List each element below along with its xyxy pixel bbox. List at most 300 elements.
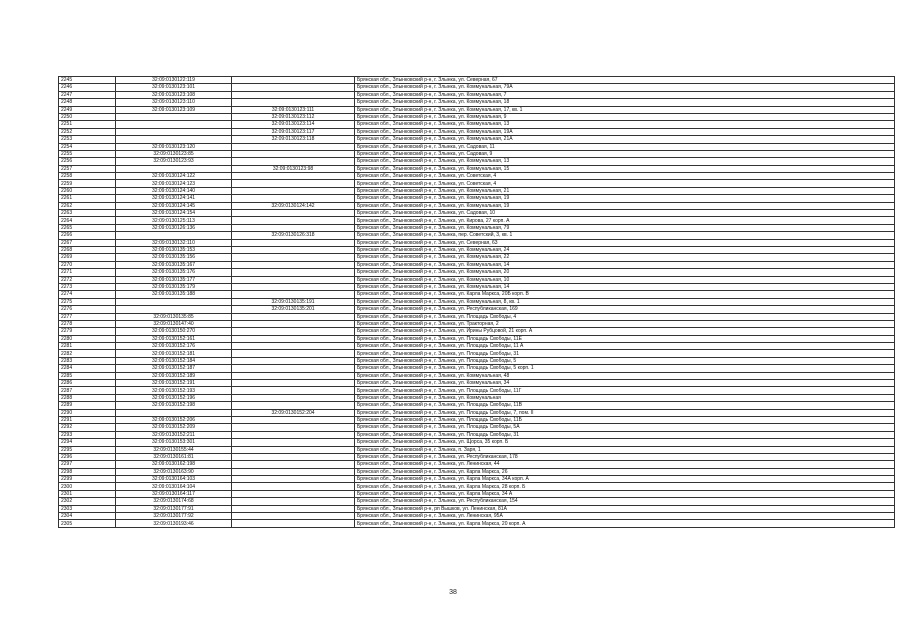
address-cell: Брянская обл., Злынковский р-н, г. Злынка, ул. Северная, 67 (355, 77, 895, 84)
cadastral-number-cell: 32:09:0130174:68 (116, 498, 232, 505)
row-number-cell: 2250 (59, 113, 116, 120)
cadastral-number-cell: 32:09:0130135:85 (116, 313, 232, 320)
row-number-cell: 2283 (59, 357, 116, 364)
address-cell: Брянская обл., Злынковский р-н, г. Злынка, ул. Площадь Свободы, 31 (355, 350, 895, 357)
related-number-cell (232, 483, 355, 490)
table-row (59, 165, 895, 172)
table-row (59, 431, 895, 438)
related-number-cell (232, 291, 355, 298)
related-number-cell (232, 476, 355, 483)
table-row (59, 84, 895, 91)
table-row (59, 254, 895, 261)
cadastral-number-cell: 32:09:0130162:198 (116, 461, 232, 468)
address-cell: Брянская обл., Злынковский р-н, г. Злынка, ул. Щорса, 35 корп. Б (355, 439, 895, 446)
address-cell: Брянская обл., Злынковский р-н, г. Злынка, ул. Карла Маркса, 20 корп. А (355, 520, 895, 527)
table-row (59, 343, 895, 350)
table-row (59, 513, 895, 520)
row-number-cell: 2281 (59, 343, 116, 350)
cadastral-number-cell (116, 121, 232, 128)
table-row (59, 313, 895, 320)
related-number-cell (232, 313, 355, 320)
cadastral-number-cell: 32:09:0130135:188 (116, 291, 232, 298)
row-number-cell: 2267 (59, 239, 116, 246)
related-number-cell (232, 424, 355, 431)
row-number-cell: 2266 (59, 232, 116, 239)
row-number-cell: 2291 (59, 416, 116, 423)
row-number-cell: 2270 (59, 261, 116, 268)
cadastral-number-cell (116, 136, 232, 143)
row-number-cell: 2293 (59, 431, 116, 438)
related-number-cell (232, 439, 355, 446)
cadastral-number-cell: 32:09:0130123:109 (116, 106, 232, 113)
table-row (59, 357, 895, 364)
address-cell: Брянская обл., Злынковский р-н, г. Злынка, ул. Коммунальная, 13 (355, 121, 895, 128)
row-number-cell: 2258 (59, 173, 116, 180)
address-cell: Брянская обл., Злынковский р-н, г. Злынка, ул. Кирова, 27 корп. А (355, 217, 895, 224)
row-number-cell: 2264 (59, 217, 116, 224)
row-number-cell: 2260 (59, 187, 116, 194)
address-cell: Брянская обл., Злынковский р-н, г. Злынка, ул. Площадь Свободы, 7, пом. II (355, 409, 895, 416)
row-number-cell: 2252 (59, 128, 116, 135)
related-number-cell (232, 91, 355, 98)
address-cell: Брянская обл., Злынковский р-н, г. Злынка, ул. Коммунальная, 79 (355, 224, 895, 231)
related-number-cell (232, 468, 355, 475)
row-number-cell: 2255 (59, 150, 116, 157)
table-row (59, 210, 895, 217)
cadastral-number-cell: 32:09:0130152:187 (116, 365, 232, 372)
row-number-cell: 2253 (59, 136, 116, 143)
table-row (59, 335, 895, 342)
table-row (59, 128, 895, 135)
related-number-cell: 32:09:0130135:201 (232, 306, 355, 313)
related-number-cell (232, 498, 355, 505)
table-row (59, 461, 895, 468)
address-cell: Брянская обл., Злынковский р-н, рп Вышков, ул. Ленинская, 81А (355, 505, 895, 512)
related-number-cell (232, 343, 355, 350)
table-row (59, 136, 895, 143)
row-number-cell: 2247 (59, 91, 116, 98)
row-number-cell: 2304 (59, 513, 116, 520)
address-cell: Брянская обл., Злынковский р-н, г. Злынка, ул. Коммунальная, 7 (355, 91, 895, 98)
table-row (59, 246, 895, 253)
related-number-cell (232, 276, 355, 283)
cadastral-number-cell (116, 128, 232, 135)
address-cell: Брянская обл., Злынковский р-н, г. Злынка, ул. Коммунальная, 19А (355, 128, 895, 135)
cadastral-number-cell: 32:09:0130124:123 (116, 180, 232, 187)
row-number-cell: 2245 (59, 77, 116, 84)
address-cell: Брянская обл., Злынковский р-н, г. Злынка, ул. Республиканская, 178 (355, 453, 895, 460)
table-row (59, 150, 895, 157)
table-row (59, 143, 895, 150)
table-row (59, 261, 895, 268)
table-row (59, 394, 895, 401)
table-row (59, 202, 895, 209)
table-row (59, 91, 895, 98)
table-row (59, 380, 895, 387)
cadastral-number-cell: 32:09:0130135:179 (116, 283, 232, 290)
related-number-cell (232, 513, 355, 520)
cadastral-number-cell: 32:09:0130122:119 (116, 77, 232, 84)
cadastral-number-cell: 32:09:0130135:156 (116, 254, 232, 261)
related-number-cell: 32:09:0130123:112 (232, 113, 355, 120)
row-number-cell: 2274 (59, 291, 116, 298)
address-cell: Брянская обл., Злынковский р-н, г. Злынка, ул. Площадь Свободы, 5 корп. 1 (355, 365, 895, 372)
row-number-cell: 2286 (59, 380, 116, 387)
cadastral-number-cell (116, 165, 232, 172)
table-row (59, 232, 895, 239)
table-row (59, 99, 895, 106)
row-number-cell: 2246 (59, 84, 116, 91)
address-cell: Брянская обл., Злынковский р-н, г. Злынка, ул. Коммунальная, 13 (355, 158, 895, 165)
address-cell: Брянская обл., Злынковский р-н, г. Злынка, ул. Площадь Свободы, 5А (355, 424, 895, 431)
related-number-cell (232, 84, 355, 91)
row-number-cell: 2263 (59, 210, 116, 217)
address-cell: Брянская обл., Злынковский р-н, г. Злынка, ул. Коммунальная, 17, кв. 1 (355, 106, 895, 113)
table-row (59, 113, 895, 120)
address-cell: Брянская обл., Злынковский р-н, г. Злынка, ул. Садовая, 9 (355, 150, 895, 157)
address-cell: Брянская обл., Злынковский р-н, г. Злынка, ул. Республиканская, 169 (355, 306, 895, 313)
cadastral-number-cell (116, 232, 232, 239)
related-number-cell (232, 372, 355, 379)
address-cell: Брянская обл., Злынковский р-н, г. Злынка, ул. Садовая, 11 (355, 143, 895, 150)
row-number-cell: 2294 (59, 439, 116, 446)
row-number-cell: 2299 (59, 476, 116, 483)
cadastral-number-cell: 32:09:0130152:198 (116, 402, 232, 409)
row-number-cell: 2280 (59, 335, 116, 342)
related-number-cell (232, 490, 355, 497)
related-number-cell (232, 150, 355, 157)
cadastral-number-cell: 32:09:0130152:193 (116, 387, 232, 394)
cadastral-number-cell: 32:09:0130135:177 (116, 276, 232, 283)
cadastral-number-cell: 32:09:0130193:46 (116, 520, 232, 527)
row-number-cell: 2284 (59, 365, 116, 372)
table-row (59, 187, 895, 194)
address-cell: Брянская обл., Злынковский р-н, г. Злынка, ул. Площадь Свободы, 11Б (355, 416, 895, 423)
cadastral-number-cell (116, 298, 232, 305)
related-number-cell (232, 99, 355, 106)
address-cell: Брянская обл., Злынковский р-н, г. Злынка, ул. Карла Маркса, 26 (355, 468, 895, 475)
table-row (59, 483, 895, 490)
row-number-cell: 2277 (59, 313, 116, 320)
cadastral-number-cell: 32:09:0130123:108 (116, 91, 232, 98)
address-cell: Брянская обл., Злынковский р-н, г. Злынка, ул. Коммунальная (355, 394, 895, 401)
related-number-cell (232, 431, 355, 438)
row-number-cell: 2301 (59, 490, 116, 497)
row-number-cell: 2275 (59, 298, 116, 305)
row-number-cell: 2305 (59, 520, 116, 527)
address-cell: Брянская обл., Злынковский р-н, г. Злынка, ул. Площадь Свободы, 5 (355, 357, 895, 364)
table-row (59, 416, 895, 423)
table-row (59, 158, 895, 165)
cadastral-number-cell: 32:09:0130124:122 (116, 173, 232, 180)
address-cell: Брянская обл., Злынковский р-н, г. Злынка, ул. Площадь Свободы, 31 (355, 431, 895, 438)
cadastral-number-cell: 32:09:0130152:191 (116, 380, 232, 387)
table-row (59, 490, 895, 497)
related-number-cell (232, 269, 355, 276)
address-cell: Брянская обл., Злынковский р-н, г. Злынка, ул. Карла Маркса, 34 А (355, 490, 895, 497)
table-row (59, 498, 895, 505)
address-cell: Брянская обл., Злынковский р-н, г. Злынка, ул. Коммунальная, 14 (355, 283, 895, 290)
cadastral-number-cell: 32:09:0130150:270 (116, 328, 232, 335)
table-row (59, 476, 895, 483)
row-number-cell: 2303 (59, 505, 116, 512)
address-cell: Брянская обл., Злынковский р-н, г. Злынка, ул. Коммунальная, 21А (355, 136, 895, 143)
row-number-cell: 2297 (59, 461, 116, 468)
cadastral-number-cell: 32:09:0130152:196 (116, 394, 232, 401)
row-number-cell: 2300 (59, 483, 116, 490)
cadastral-number-cell: 32:09:0130177:91 (116, 505, 232, 512)
related-number-cell (232, 180, 355, 187)
related-number-cell (232, 446, 355, 453)
table-row (59, 453, 895, 460)
row-number-cell: 2295 (59, 446, 116, 453)
address-cell: Брянская обл., Злынковский р-н, г. Злынка, пер. Советский, 3, кв. 1 (355, 232, 895, 239)
related-number-cell (232, 357, 355, 364)
related-number-cell (232, 224, 355, 231)
row-number-cell: 2282 (59, 350, 116, 357)
related-number-cell (232, 320, 355, 327)
table-row (59, 269, 895, 276)
cadastral-number-cell: 32:09:0130152:211 (116, 431, 232, 438)
row-number-cell: 2285 (59, 372, 116, 379)
address-cell: Брянская обл., Злынковский р-н, г. Злынка, ул. Коммунальная, 19 (355, 195, 895, 202)
cadastral-number-cell: 32:09:0130164:117 (116, 490, 232, 497)
related-number-cell (232, 461, 355, 468)
related-number-cell (232, 335, 355, 342)
table-row (59, 328, 895, 335)
address-cell: Брянская обл., Злынковский р-н, г. Злынка, ул. Площадь Свободы, 11В (355, 402, 895, 409)
address-cell: Брянская обл., Злынковский р-н, г. Злынка, ул. Ленинская, 95А (355, 513, 895, 520)
table-row (59, 173, 895, 180)
address-cell: Брянская обл., Злынковский р-н, г. Злынка, ул. Карла Маркса, 20Б корп. В (355, 291, 895, 298)
address-cell: Брянская обл., Злынковский р-н, г. Злынка, ул. Карла Маркса, 28 корп. Б (355, 483, 895, 490)
cadastral-number-cell: 32:09:0130152:161 (116, 335, 232, 342)
related-number-cell (232, 328, 355, 335)
cadastral-number-cell: 32:09:0130152:184 (116, 357, 232, 364)
address-cell: Брянская обл., Злынковский р-н, г. Злынка, ул. Тракторная, 2 (355, 320, 895, 327)
related-number-cell (232, 143, 355, 150)
cadastral-number-cell: 32:09:0130135:153 (116, 246, 232, 253)
address-cell: Брянская обл., Злынковский р-н, г. Злынка, ул. Коммунальная, 24 (355, 246, 895, 253)
cadastral-number-cell: 32:09:0130152:206 (116, 416, 232, 423)
related-number-cell (232, 402, 355, 409)
related-number-cell (232, 453, 355, 460)
address-cell: Брянская обл., Злынковский р-н, г. Злынка, ул. Коммунальная, 22 (355, 254, 895, 261)
address-cell: Брянская обл., Злынковский р-н, г. Злынка, ул. Коммунальная, 48 (355, 372, 895, 379)
cadastral-number-cell: 32:09:0130152:189 (116, 372, 232, 379)
address-cell: Брянская обл., Злынковский р-н, г. Злынка, ул. Республиканская, 154 (355, 498, 895, 505)
row-number-cell: 2261 (59, 195, 116, 202)
cadastral-number-cell: 32:09:0130125:113 (116, 217, 232, 224)
related-number-cell (232, 173, 355, 180)
row-number-cell: 2268 (59, 246, 116, 253)
row-number-cell: 2287 (59, 387, 116, 394)
table-row (59, 350, 895, 357)
related-number-cell: 32:09:0130123:114 (232, 121, 355, 128)
cadastral-number-cell: 32:09:0130164:104 (116, 483, 232, 490)
row-number-cell: 2302 (59, 498, 116, 505)
cadastral-number-cell: 32:09:0130152:176 (116, 343, 232, 350)
related-number-cell (232, 246, 355, 253)
row-number-cell: 2298 (59, 468, 116, 475)
address-cell: Брянская обл., Злынковский р-н, г. Злынка, ул. Ирины Рубцовой, 21 корп. А (355, 328, 895, 335)
row-number-cell: 2254 (59, 143, 116, 150)
address-cell: Брянская обл., Злынковский р-н, г. Злынка, ул. Северная, 63 (355, 239, 895, 246)
cadastral-number-cell: 32:09:0130152:209 (116, 424, 232, 431)
cadastral-number-cell: 32:09:0130177:92 (116, 513, 232, 520)
related-number-cell (232, 387, 355, 394)
related-number-cell: 32:09:0130126:318 (232, 232, 355, 239)
table-row (59, 291, 895, 298)
table-row (59, 195, 895, 202)
cadastral-number-cell: 32:09:0130124:140 (116, 187, 232, 194)
address-cell: Брянская обл., Злынковский р-н, г. Злынка, ул. Советская, 4 (355, 180, 895, 187)
cadastral-number-cell: 32:09:0130153:301 (116, 439, 232, 446)
row-number-cell: 2256 (59, 158, 116, 165)
cadastral-number-cell: 32:09:0130163:90 (116, 468, 232, 475)
related-number-cell: 32:09:0130135:191 (232, 298, 355, 305)
related-number-cell (232, 210, 355, 217)
related-number-cell (232, 350, 355, 357)
address-cell: Брянская обл., Злынковский р-н, г. Злынка, ул. Садовая, 10 (355, 210, 895, 217)
table-row (59, 276, 895, 283)
address-cell: Брянская обл., Злынковский р-н, г. Злынка, ул. Коммунальная, 9 (355, 113, 895, 120)
related-number-cell (232, 217, 355, 224)
address-cell: Брянская обл., Злынковский р-н, г. Злынка, ул. Площадь Свободы, 4 (355, 313, 895, 320)
address-cell: Брянская обл., Злынковский р-н, г. Злынка, ул. Коммунальная, 34 (355, 380, 895, 387)
related-number-cell (232, 505, 355, 512)
cadastral-number-cell: 32:09:0130161:81 (116, 453, 232, 460)
table-row (59, 387, 895, 394)
address-cell: Брянская обл., Злынковский р-н, г. Злынка, ул. Площадь Свободы, 11 А (355, 343, 895, 350)
table-row (59, 424, 895, 431)
table-row (59, 283, 895, 290)
row-number-cell: 2288 (59, 394, 116, 401)
related-number-cell: 32:09:0130123:118 (232, 136, 355, 143)
table-row (59, 106, 895, 113)
address-cell: Брянская обл., Злынковский р-н, г. Злынка, ул. Коммунальная, 19 (355, 202, 895, 209)
table-row (59, 306, 895, 313)
table-row (59, 298, 895, 305)
related-number-cell (232, 520, 355, 527)
address-cell: Брянская обл., Злынковский р-н, г. Злынка, ул. Коммунальная, 21 (355, 187, 895, 194)
related-number-cell: 32:09:0130123:98 (232, 165, 355, 172)
table-row (59, 239, 895, 246)
cadastral-number-cell: 32:09:0130123:120 (116, 143, 232, 150)
cadastral-number-cell: 32:09:0130123:93 (116, 158, 232, 165)
cadastral-number-cell: 32:09:0130123:101 (116, 84, 232, 91)
related-number-cell: 32:09:0130124:142 (232, 202, 355, 209)
table-row (59, 180, 895, 187)
related-number-cell (232, 254, 355, 261)
cadastral-number-cell: 32:09:0130123:110 (116, 99, 232, 106)
address-cell: Брянская обл., Злынковский р-н, г. Злынка, ул. Коммунальная, 20 (355, 269, 895, 276)
row-number-cell: 2251 (59, 121, 116, 128)
related-number-cell (232, 239, 355, 246)
address-cell: Брянская обл., Злынковский р-н, г. Злынка, ул. Карла Маркса, 34А корп. А (355, 476, 895, 483)
row-number-cell: 2273 (59, 283, 116, 290)
row-number-cell: 2265 (59, 224, 116, 231)
address-cell: Брянская обл., Злынковский р-н, г. Злынка, ул. Площадь Свободы, 11Г (355, 387, 895, 394)
related-number-cell (232, 261, 355, 268)
address-cell: Брянская обл., Злынковский р-н, г. Злынка, п. Заря, 1 (355, 446, 895, 453)
table-row (59, 372, 895, 379)
table-row (59, 320, 895, 327)
row-number-cell: 2296 (59, 453, 116, 460)
cadastral-number-cell (116, 409, 232, 416)
cadastral-number-cell: 32:09:0130124:141 (116, 195, 232, 202)
table-row (59, 520, 895, 527)
related-number-cell (232, 187, 355, 194)
row-number-cell: 2249 (59, 106, 116, 113)
table-row (59, 409, 895, 416)
cadastral-number-cell (116, 113, 232, 120)
row-number-cell: 2248 (59, 99, 116, 106)
address-cell: Брянская обл., Злынковский р-н, г. Злынка, ул. Коммунальная, 79А (355, 84, 895, 91)
cadastral-number-cell (116, 306, 232, 313)
row-number-cell: 2257 (59, 165, 116, 172)
cadastral-number-cell: 32:09:0130147:40 (116, 320, 232, 327)
cadastral-number-cell: 32:09:0130123:85 (116, 150, 232, 157)
related-number-cell (232, 77, 355, 84)
related-number-cell (232, 158, 355, 165)
related-number-cell: 32:09:0130123:111 (232, 106, 355, 113)
table-row (59, 402, 895, 409)
cadastral-number-cell: 32:09:0130124:145 (116, 202, 232, 209)
table-row (59, 446, 895, 453)
table-row (59, 505, 895, 512)
address-cell: Брянская обл., Злынковский р-н, г. Злынка, ул. Коммунальная, 14 (355, 261, 895, 268)
cadastral-table (58, 76, 895, 528)
cadastral-number-cell: 32:09:0130126:136 (116, 224, 232, 231)
page-number: 38 (449, 589, 457, 596)
row-number-cell: 2262 (59, 202, 116, 209)
cadastral-number-cell: 32:09:0130155:44 (116, 446, 232, 453)
related-number-cell (232, 283, 355, 290)
row-number-cell: 2279 (59, 328, 116, 335)
address-cell: Брянская обл., Злынковский р-н, г. Злынка, ул. Коммунальная, 18 (355, 99, 895, 106)
table-row (59, 365, 895, 372)
address-cell: Брянская обл., Злынковский р-н, г. Злынка, ул. Коммунальная, 8, кв. 1 (355, 298, 895, 305)
row-number-cell: 2292 (59, 424, 116, 431)
cadastral-number-cell: 32:09:0130152:181 (116, 350, 232, 357)
table-row (59, 121, 895, 128)
row-number-cell: 2271 (59, 269, 116, 276)
address-cell: Брянская обл., Злынковский р-н, г. Злынка, ул. Коммунальная, 15 (355, 165, 895, 172)
related-number-cell: 32:09:0130152:204 (232, 409, 355, 416)
row-number-cell: 2259 (59, 180, 116, 187)
address-cell: Брянская обл., Злынковский р-н, г. Злынка, ул. Коммунальная, 10 (355, 276, 895, 283)
row-number-cell: 2278 (59, 320, 116, 327)
related-number-cell (232, 394, 355, 401)
table-body (59, 77, 895, 528)
address-cell: Брянская обл., Злынковский р-н, г. Злынка, ул. Площадь Свободы, 11Е (355, 335, 895, 342)
table-row (59, 224, 895, 231)
related-number-cell: 32:09:0130123:117 (232, 128, 355, 135)
table-row (59, 439, 895, 446)
row-number-cell: 2276 (59, 306, 116, 313)
cadastral-number-cell: 32:09:0130132:110 (116, 239, 232, 246)
row-number-cell: 2290 (59, 409, 116, 416)
row-number-cell: 2269 (59, 254, 116, 261)
cadastral-number-cell: 32:09:0130164:103 (116, 476, 232, 483)
related-number-cell (232, 416, 355, 423)
row-number-cell: 2289 (59, 402, 116, 409)
table-row (59, 468, 895, 475)
related-number-cell (232, 365, 355, 372)
table-row (59, 77, 895, 84)
row-number-cell: 2272 (59, 276, 116, 283)
